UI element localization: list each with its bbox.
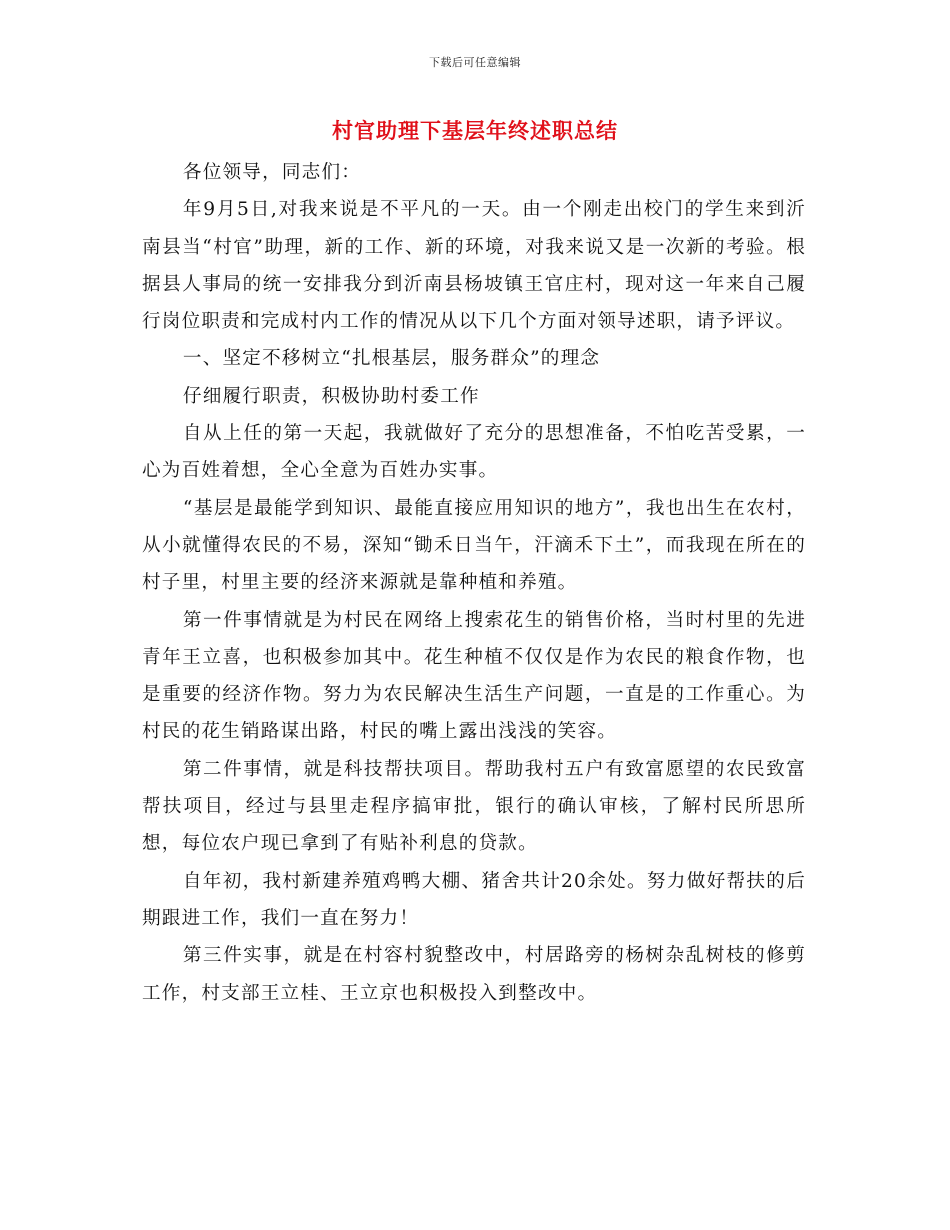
header-note: 下载后可任意编辑 (429, 56, 521, 69)
subsection-heading: 仔细履行职责，积极协助村委工作 (182, 385, 480, 407)
paragraph: “基层是最能学到知识、最能直接应用知识的地方”，我也出生在农村，从小就懂得农民的不易，深知“锄禾日当午，汗滴禾下土”，而我现在所在的村子里，村里主要的经济来源就是靠种植和养殖。 (142, 497, 806, 594)
paragraph: 第一件事情就是为村民在网络上搜索花生的销售价格，当时村里的先进青年王立喜，也积极参加其中。花生种植不仅仅是作为农民的粮食作物，也是重要的经济作物。努力为农民解决生活生产问题，一直是的工作重心。为村民的花生销路谋出路，村民的嘴上露出浅浅的笑容。 (142, 609, 806, 743)
paragraph: 第二件事情，就是科技帮扶项目。帮助我村五户有致富愿望的农民致富帮扶项目，经过与县里走程序搞审批，银行的确认审核，了解村民所思所想，每位农户现已拿到了有贴补利息的贷款。 (142, 758, 806, 855)
paragraph: 第三件实事，就是在村容村貌整改中，村居路旁的杨树杂乱树枝的修剪工作，村支部王立桂、王立京也积极投入到整改中。 (142, 945, 806, 1004)
paragraph: 自从上任的第一天起，我就做好了充分的思想准备，不怕吃苦受累，一心为百姓着想，全心全意为百姓办实事。 (142, 423, 806, 482)
section-heading: 一、坚定不移树立“扎根基层，服务群众”的理念 (182, 348, 601, 370)
document-title: 村官助理下基层年终述职总结 (332, 118, 618, 143)
paragraph: 自年初，我村新建养殖鸡鸭大棚、猪舍共计20余处。努力做好帮扶的后期跟进工作，我们一直在努力！ (142, 870, 806, 929)
paragraph-salutation: 各位领导，同志们： (182, 162, 362, 183)
paragraph: 年9月5日,对我来说是不平凡的一天。由一个刚走出校门的学生来到沂南县当“村官”助理，新的工作、新的环境，对我来说又是一次新的考验。根据县人事局的统一安排我分到沂南县杨坡镇王官庄村，现对这一年来自己履行岗位职责和完成村内工作的情况从以下几个方面对领导述职，请予评议。 (142, 199, 806, 333)
document-body (142, 154, 806, 1012)
